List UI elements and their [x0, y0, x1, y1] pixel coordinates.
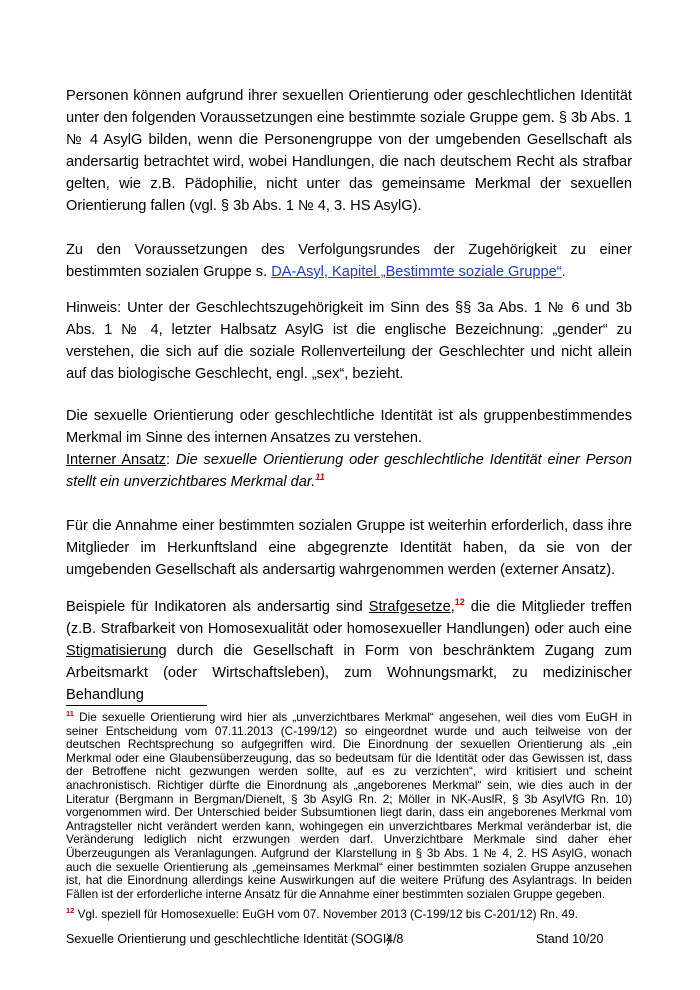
paragraph-sexual-orientation-group: Personen können aufgrund ihrer sexuellen Orientierung oder geschlechtlichen Identität unter den folgenden Voraussetzungen eine bestimmte soziale Gruppe gem. § 3b Abs. 1 № 4 AsylG bilden, wenn die Personengruppe von der umgebenden Gesellschaft als andersartig betrachtet wird, wobei Handlungen, die nach deutschem Recht als strafbar gelten, wie z.B. Pädophilie, nicht unter das gemeinsame Merkmal der sexuellen Orientierung fallen (vgl. § 3b Abs. 1 № 4, 3. HS AsylG). — [66, 88, 632, 214]
footnote-separator — [66, 705, 207, 706]
footnote-11-number: 11 — [66, 709, 74, 719]
paragraph-prerequisites-end: . — [561, 264, 566, 280]
paragraph-external-approach: Für die Annahme einer bestimmten sozialen Gruppe ist weiterhin erforderlich, dass ihre Mitglieder im Herkunftsland eine abgegrenzte Identität haben, da sie von der umgebenden Gesellschaft als andersartig wahrgenommen werden (externer Ansatz). — [66, 518, 632, 578]
paragraph-indicators — [66, 596, 632, 706]
footnote-ref-12[interactable]: 12 — [454, 597, 465, 608]
internal-approach-colon: : — [165, 452, 176, 468]
paragraph-prerequisites-text: Zu den Voraussetzungen des Verfolgungsrundes der Zugehörigkeit zu einer bestimmten sozialen Gruppe s. — [66, 242, 632, 280]
footnote-11 — [66, 711, 632, 901]
footer-page-number: 4/8 — [386, 932, 404, 946]
paragraph-prerequisites — [66, 239, 632, 283]
criminal-law-term: Strafgesetze — [368, 599, 451, 615]
stigmatization-term: Stigmatisierung — [66, 643, 167, 659]
indicators-text-a: Beispiele für Indikatoren als andersartig sind — [66, 599, 369, 615]
footer-document-title: Sexuelle Orientierung und geschlechtliche Identität (SOGI) — [66, 932, 391, 946]
indicators-text-b: , — [450, 599, 455, 615]
footnote-12-text: Vgl. speziell für Homosexuelle: EuGH vom 07. November 2013 (C-199/12 bis C-201/12) Rn. 49. — [74, 907, 578, 921]
internal-approach-statement: Die sexuelle Orientierung oder geschlechtliche Identität einer Person stellt ein unverzichtbares Merkmal dar. — [66, 452, 632, 490]
footnote-12-number: 12 — [66, 906, 75, 916]
footnote-ref-11[interactable]: 11 — [315, 472, 325, 483]
footer-version: Stand 10/20 — [536, 932, 604, 946]
footnote-12 — [66, 908, 632, 922]
paragraph-gender-note: Hinweis: Unter der Geschlechtszugehörigkeit im Sinn des §§ 3a Abs. 1 № 6 und 3b Abs. 1 № 4, letzter Halbsatz AsylG ist die englische Bezeichnung: „gender“ zu verstehen, die sich auf die soziale Rollenverteilung der Geschlechter und nicht allein auf das biologische Geschlecht, engl. „sex“, bezieht. — [66, 300, 632, 382]
internal-approach-label: Interner Ansatz — [66, 452, 166, 468]
internal-approach-intro: Die sexuelle Orientierung oder geschlechtliche Identität ist als gruppenbestimmendes Merkmal im Sinne des internen Ansatzes zu verstehen. — [66, 408, 632, 446]
indicators-text-d: durch die Gesellschaft in Form von beschränktem Zugang zum Arbeitsmarkt (oder Wirtschaftsleben), zum Wohnungsmarkt, zu medizinischer Behandlung — [66, 643, 632, 703]
footnote-11-text: Die sexuelle Orientierung wird hier als „unverzichtbares Merkmal“ angesehen, weil dies vom EuGH in seiner Entscheidung vom 07.11.2013 (C-199/12) so eingeordnet wurde und auch teilweise von der deutschen Rechtsprechung so aufgegriffen wird. Die Einordnung der sexuellen Orientierung als „ein Merkmal oder eine Glaubensüberzeugung, das so bedeutsam für die Identität oder das Gewissen ist, dass der Betroffene nicht gezwungen werden sollte, auf es zu verzichten“, wird kritisiert und scheint anachronistisch. Richtiger dürfte die Einordnung als „angeborenes Merkmal“ sein, wie dies auch in der Literatur (Bergmann in Bergman/Dienelt, § 3b AsylG Rn. 2; Möller in NK-AuslR, § 3b AsylVfG Rn. 10) vorgenommen wird. Der Unterschied beider Subsumtionen liegt darin, dass ein angeborenes Merkmal vom Antragsteller nicht verändert werden kann, wohingegen ein unverzichtbares Merkmal veränderbar ist, die Veränderung lediglich nicht erzwungen werden darf. Unverzichtbare Merkmale sind daher eher Überzeugungen als Veranlagungen. Aufgrund der Klarstellung in § 3b Abs. 1 № 4, 2. HS AsylG, wonach auch die sexuelle Orientierung als „gemeinsames Merkmal“ einer bestimmten sozialen Gruppe anzusehen ist, hat die Einordnung allerdings keine Auswirkungen auf die weitere Prüfung des Asylantrags. In beiden Fällen ist der erforderliche interne Ansatz für die Annahme einer bestimmten sozialen Gruppe gegeben. — [66, 710, 632, 901]
paragraph-internal-approach — [66, 405, 632, 493]
da-asyl-link[interactable]: DA-Asyl, Kapitel „Bestimmte soziale Gruppe“ — [271, 264, 562, 280]
indicators-text-c: die die Mitglieder treffen (z.B. Strafbarkeit von Homosexualität oder homosexueller Handlungen) oder auch eine — [66, 599, 632, 637]
